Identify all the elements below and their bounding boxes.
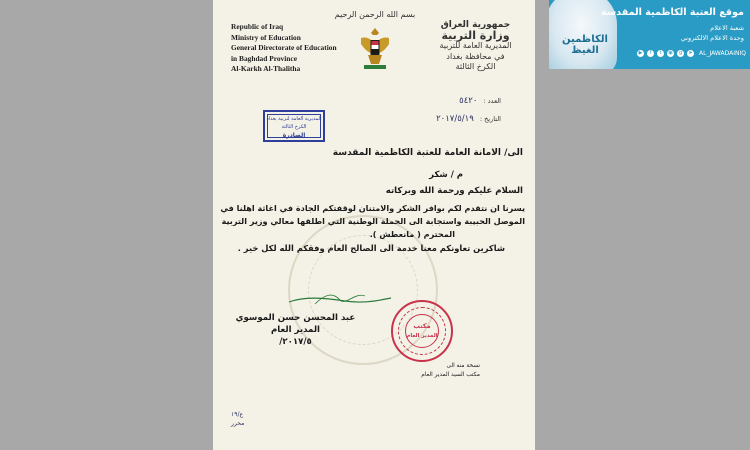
letter-document <box>213 0 535 450</box>
note-line: ع/١٩ <box>231 411 244 418</box>
basmala: بسم الله الرحمن الرحيم <box>334 10 416 19</box>
copy-to-label: نسخة منه الى <box>446 363 480 369</box>
site-logo-banner <box>549 0 750 69</box>
handwritten-signature <box>285 286 395 312</box>
header-en-line: Ministry of Education <box>231 32 301 42</box>
stamp-line: المديرية العامة لتربية بغداد <box>266 116 322 122</box>
header-en-line: Republic of Iraq <box>231 22 284 31</box>
header-ar-line: جمهورية العراق <box>440 20 511 30</box>
header-en-line: in Baghdad Province <box>231 53 297 63</box>
googleplus-icon[interactable]: g <box>678 50 683 56</box>
header-ar-line: المديرية العامة للتربية <box>439 41 512 50</box>
youtube-icon[interactable]: ▶ <box>638 50 643 56</box>
social-handle[interactable]: AL_JAWADAINIQ <box>699 50 746 57</box>
logo-unit: وحدة الاعلام الالكتروني <box>680 34 744 42</box>
twitter-icon[interactable]: t <box>657 50 664 57</box>
recipient-line: الى/ الامانة العامة للعتبة الكاظمية المقدسة <box>332 148 523 158</box>
stamp-line: الصادرة <box>282 132 306 139</box>
header-ar-line: في محافظة بغداد <box>446 51 505 61</box>
reference-number <box>459 96 501 106</box>
greeting-line: السلام عليكم ورحمة الله وبركاته <box>385 186 523 196</box>
facebook-icon[interactable]: f <box>647 50 654 57</box>
header-ar-line: الكرخ الثالثة <box>455 62 496 71</box>
header-en-line: Al-Karkh Al-Thalitha <box>231 64 301 74</box>
body-line: الموصل الحبيبة واستجابة الى الحملة الوطنية التي اطلقها معالي وزير التربية <box>221 216 525 226</box>
stamp-text: مكتب <box>413 322 431 330</box>
outgoing-stamp <box>263 110 325 142</box>
copy-to <box>421 362 480 380</box>
ref-number: ٥٤٢٠ <box>459 96 478 106</box>
social-icons <box>637 50 746 57</box>
director-office-stamp <box>391 300 453 362</box>
header-ar-line: وزارة التربية <box>441 28 510 42</box>
letter-body <box>215 202 525 241</box>
copy-to-item: مكتب السيد المدير العام <box>421 372 480 378</box>
ref-label: العدد : <box>483 97 501 105</box>
signer-name: عبد المحسن حسن الموسوي <box>235 313 356 323</box>
date-label: التاريخ : <box>479 115 501 123</box>
logo-calligraphy: الكاظمين الغيظ <box>562 34 608 56</box>
signer-title: المدير العام <box>270 325 320 335</box>
instagram-icon[interactable]: ◉ <box>668 50 673 56</box>
note-line: محرر <box>231 420 245 427</box>
closing-line: شاكرين تعاونكم معنا خدمة الى الصالح العام وفقكم الله لكل خير . <box>237 243 505 253</box>
header-en-line: General Directorate of Education <box>231 43 337 53</box>
logo-department: شعبة الاعلام <box>710 24 744 32</box>
header-english <box>231 22 371 75</box>
logo-site-name: موقع العتبة الكاظمية المقدسة <box>600 7 744 18</box>
stamp-text: المدير العام <box>406 333 438 339</box>
signer-date: ٢٠١٧/٥/ <box>279 337 312 347</box>
stamp-line: الكرخ الثالثة <box>281 124 307 130</box>
header-arabic <box>428 20 523 73</box>
telegram-icon[interactable]: ➤ <box>688 50 693 56</box>
stamp-inner-ring <box>405 314 439 348</box>
date-value: ٢٠١٧/٥/١٩ <box>436 114 474 124</box>
handwritten-note <box>231 410 261 428</box>
signature-block <box>223 312 368 348</box>
subject-line: م / شكر <box>429 170 463 180</box>
iraq-eagle-emblem <box>358 24 392 72</box>
reference-date <box>436 114 501 124</box>
body-line: يسرنا ان نتقدم لكم بوافر الشكر والامتنان لوقفتكم الجادة في اغاثة اهلنا في <box>220 203 525 213</box>
body-line: المحترم ( مانعطش ). <box>369 229 455 239</box>
